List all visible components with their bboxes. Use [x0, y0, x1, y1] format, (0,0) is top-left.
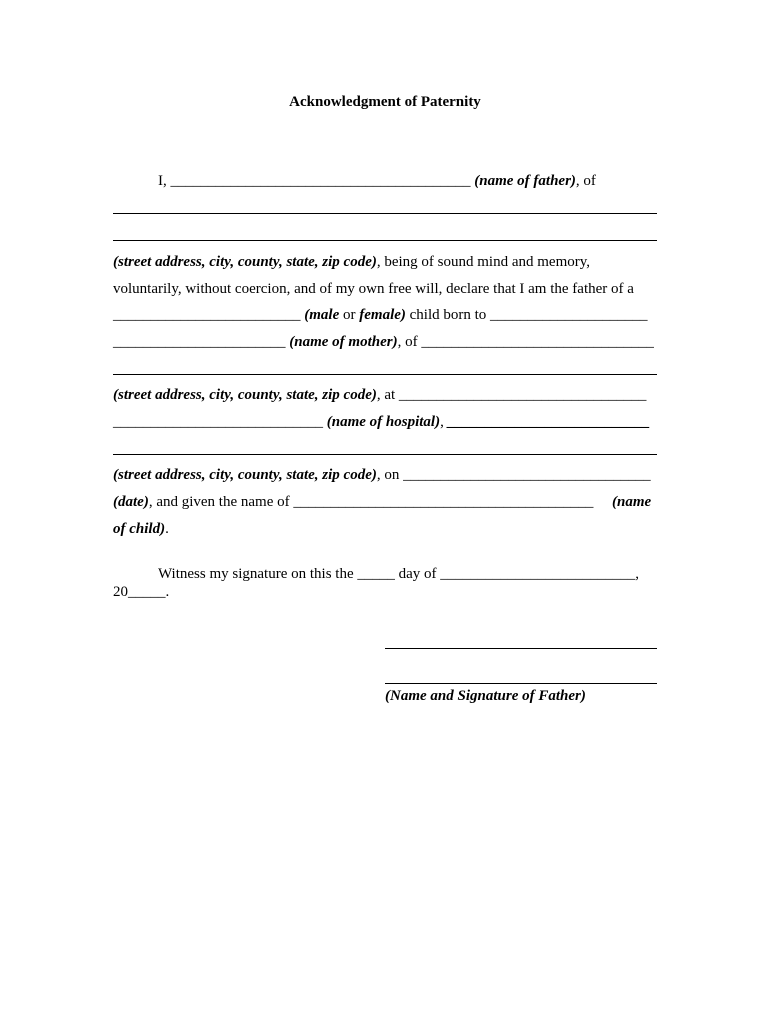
on-blank[interactable]: , on _________________________________ — [376, 467, 651, 483]
signature-caption: (Name and Signature of Father) — [385, 688, 586, 704]
mother-of-blank[interactable]: , of _______________________________ — [397, 334, 654, 350]
street-address-label-2: (street address, city, county, state, zip code) — [113, 387, 377, 403]
child-sex-blank[interactable]: _________________________ — [113, 307, 305, 323]
document-title: Acknowledgment of Paternity — [289, 94, 481, 110]
female-label: female) — [359, 307, 406, 323]
date-label: (date) — [113, 494, 149, 510]
of-child-line — [113, 520, 169, 538]
name-of-mother-label: (name of mother) — [289, 334, 398, 350]
declaration-line: voluntarily, without coercion, and of my own free will, declare that I am the father of a — [113, 281, 634, 297]
hospital-blank[interactable]: ____________________________ — [113, 414, 327, 430]
of-child-label: of child) — [113, 521, 166, 537]
date-line — [113, 493, 593, 511]
hospital-address-line[interactable] — [113, 454, 657, 455]
hospital-address-blank[interactable]: ___________________________ — [443, 414, 651, 430]
father-address-caption-line — [113, 253, 590, 271]
at-blank[interactable]: , at _________________________________ — [376, 387, 647, 403]
name-word: (name — [612, 494, 652, 510]
father-address-line-1[interactable] — [113, 213, 657, 214]
father-line — [158, 172, 596, 190]
mother-address-caption-line — [113, 386, 646, 404]
father-name-blank[interactable]: I, ________________________________________ — [158, 173, 475, 189]
male-label: (male — [304, 307, 340, 323]
or-text: or — [339, 307, 360, 323]
hospital-line — [113, 413, 650, 431]
hospital-address-caption-line — [113, 466, 651, 484]
mother-name-blank[interactable]: _______________________ — [113, 334, 290, 350]
of-text: , of — [575, 173, 596, 189]
of-child-period: . — [165, 521, 169, 537]
name-of-father-label: (name of father) — [474, 173, 576, 189]
signature-line-1[interactable] — [385, 648, 657, 649]
father-address-line-2[interactable] — [113, 240, 657, 241]
street-address-label-3: (street address, city, county, state, zip code) — [113, 467, 377, 483]
child-born-to-text[interactable]: child born to _____________________ — [405, 307, 648, 323]
name-of-hospital-label: (name of hospital) — [326, 414, 441, 430]
witness-line[interactable]: Witness my signature on this the _____ day of __________________________, — [158, 566, 640, 582]
street-address-label: (street address, city, county, state, zip code) — [113, 254, 377, 270]
year-line[interactable]: 20_____. — [113, 584, 170, 600]
mother-address-line[interactable] — [113, 374, 657, 375]
given-name-blank[interactable]: , and given the name of ________________________________________ — [148, 494, 594, 510]
sound-mind-text: , being of sound mind and memory, — [376, 254, 591, 270]
signature-line-2[interactable] — [385, 683, 657, 684]
child-sex-line — [113, 306, 648, 324]
mother-line — [113, 333, 654, 351]
hospital-comma: , — [440, 414, 444, 430]
